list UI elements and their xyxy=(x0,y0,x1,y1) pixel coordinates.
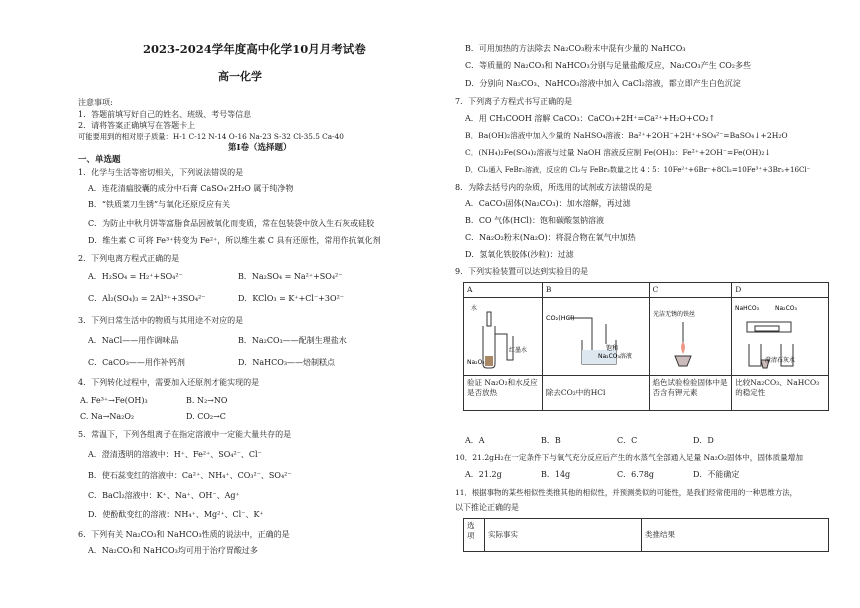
option: D．分别向 Na₂CO₃、NaHCO₃溶液中加入 CaCl₂溶液，都立即产生白色沉淀 xyxy=(465,79,741,88)
label-limewater: 澄清石灰水 xyxy=(765,357,796,364)
option: C．(NH₄)₂Fe(SO₄)₂溶液与过量 NaOH 溶液反应制 Fe(OH)₂：Fe²⁺+2OH⁻=Fe(OH)₂↓ xyxy=(465,148,771,157)
purpose-b: 除去CO₂中的HCl xyxy=(542,376,649,411)
question-2: 2．下列电离方程式正确的是 xyxy=(78,254,180,263)
question-10: 10．21.2gH₂在一定条件下与氧气充分反应后产生的水蒸气全部通入足量 Na₂O₂固体中，固体质量增加 xyxy=(455,453,803,462)
col-header: A xyxy=(464,283,543,298)
option: D．D xyxy=(693,436,714,445)
option: A．澄清透明的溶液中：H⁺、Fe²⁺、SO₄²⁻、Cl⁻ xyxy=(88,450,262,459)
question-11-cont: 以下推论正确的是 xyxy=(455,503,519,512)
notice-item: 2．请将答案正确填写在答题卡上 xyxy=(78,121,196,130)
label-iron-wire: 光洁无锈的铁丝 xyxy=(652,311,695,318)
col-header: B xyxy=(542,283,649,298)
question-8: 8．为除去括号内的杂质，所选用的试剂或方法错误的是 xyxy=(455,183,653,192)
label-na2o2: Na₂O₂ xyxy=(467,359,485,366)
apparatus-c xyxy=(649,298,732,376)
option: D．氢氧化铁胶体(沙粒)：过滤 xyxy=(465,250,574,259)
option: D．KClO₃ = K⁺+Cl⁻+3O²⁻ xyxy=(238,294,344,303)
question-3: 3．下列日常生活中的物质与其用途不对应的是 xyxy=(78,316,244,325)
option: B．Na₂CO₃——配制生理盐水 xyxy=(238,336,347,345)
question-6: 6．下列有关 Na₂CO₃和 NaHCO₃性质的说法中，正确的是 xyxy=(78,530,290,539)
question-7: 7．下列离子方程式书写正确的是 xyxy=(455,97,573,106)
exam-subtitle: 高一化学 xyxy=(218,70,262,83)
option: A．Na₂CO₃和 NaHCO₃均可用于治疗胃酸过多 xyxy=(88,546,258,555)
col-header: C xyxy=(649,283,732,298)
label-ink: 红墨水 xyxy=(509,347,528,354)
apparatus-c-figure xyxy=(653,300,725,370)
col-header: D xyxy=(732,283,829,298)
question-1: 1．化学与生活等密切相关，下列说法错误的是 xyxy=(78,168,244,177)
option: A．连花清瘟胶囊的成分中石膏 CaSO₄·2H₂O 属于纯净物 xyxy=(88,184,294,193)
atomic-masses: 可能要用到的相对原子质量：H-1 C-12 N-14 O-16 Na-23 S-32 Cl-35.5 Ca-40 xyxy=(78,132,344,141)
question-5: 5．常温下，下列各组离子在指定溶液中一定能大量共存的是 xyxy=(78,430,292,439)
col-header: 实际事实 xyxy=(485,519,642,552)
experiment-table xyxy=(463,282,829,411)
purpose-d: 比较Na₂CO₃、NaHCO₃的稳定性 xyxy=(732,376,829,411)
option: B．使石蕊变红的溶液中：Ca²⁺、NH₄⁺、CO₃²⁻、SO₄²⁻ xyxy=(88,471,292,480)
notice-item: 1．答题前填写好自己的姓名、班级、考号等信息 xyxy=(78,110,252,119)
label-nahco3: NaHCO₃ xyxy=(735,305,760,312)
apparatus-a xyxy=(464,298,543,376)
option: C．C xyxy=(617,436,638,445)
question-9: 9．下列实验装置可以达到实验目的是 xyxy=(455,267,589,276)
label-saturated: 饱和 xyxy=(605,345,618,352)
exam-title: 2023-2024学年度高中化学10月月考试卷 xyxy=(143,42,366,56)
option: D．维生素 C 可将 Fe³⁺转变为 Fe²⁺，所以维生素 C 具有还原性，常用作抗氧化剂 xyxy=(88,236,381,245)
part-heading: 第Ⅰ卷（选择题） xyxy=(228,143,292,153)
purpose-c: 焰色试验检验固体中是否含有钾元素 xyxy=(649,376,732,411)
option: D．使酚酞变红的溶液：NH₄⁺、Mg²⁺、Cl⁻、K⁺ xyxy=(88,510,264,519)
option: A．A xyxy=(465,436,485,445)
analogy-table xyxy=(463,518,829,552)
apparatus-d xyxy=(732,298,829,376)
option: A．NaCl——用作调味品 xyxy=(88,336,179,345)
section-heading: 一、单选题 xyxy=(78,155,121,165)
option: D．NaHCO₃——焙制糕点 xyxy=(238,358,336,367)
option: C．BaCl₂溶液中：K⁺、Na⁺、OH⁻、Ag⁺ xyxy=(88,491,240,500)
purpose-a: 验证 Na₂O₂和水反应是否放热 xyxy=(464,376,543,411)
col-header: 类推结果 xyxy=(642,519,829,552)
label-water: 水 xyxy=(471,305,478,312)
option: C．6.78g xyxy=(617,470,655,479)
option: B．B xyxy=(541,436,561,445)
option: C．等质量的 Na₂CO₃和 NaHCO₃分别与足量盐酸反应，Na₂CO₃产生 CO₂多些 xyxy=(465,61,751,70)
option: A．21.2g xyxy=(465,470,502,479)
question-4: 4．下列转化过程中，需要加入还原剂才能实现的是 xyxy=(78,378,260,387)
option: A．CaCO₃固体(Na₂CO₃)：加水溶解，再过滤 xyxy=(465,199,631,208)
label-na2co3-solution: Na₂CO₃溶液 xyxy=(597,353,632,360)
apparatus-b-figure xyxy=(546,300,642,370)
col-header: 选项 xyxy=(464,519,485,552)
option: C．为防止中秋月饼等富脂食品因被氧化而变质，常在包装袋中放入生石灰或硅胶 xyxy=(88,219,375,228)
apparatus-d-figure xyxy=(735,300,821,370)
apparatus-b xyxy=(542,298,649,376)
option: B．CO 气体(HCl)：饱和碳酸氢钠溶液 xyxy=(465,216,604,225)
option: C．Na₂O₂粉末(Na₂O)：将混合物在氧气中加热 xyxy=(465,233,636,242)
option: B. N₂→NO xyxy=(186,396,228,405)
option: C．Al₂(SO₄)₃ = 2Al³⁺+3SO₄²⁻ xyxy=(88,294,206,303)
label-co2-hcl: CO₂(HCl) xyxy=(545,314,575,322)
option: B．“铁质菜刀生锈”与氧化还原反应有关 xyxy=(88,200,231,209)
option: A．用 CH₃COOH 溶解 CaCO₃：CaCO₃+2H⁺=Ca²⁺+H₂O+CO₂↑ xyxy=(465,114,716,123)
option: C．CaCO₃——用作补钙剂 xyxy=(88,358,185,367)
option: A. Fe³⁺→Fe(OH)₃ xyxy=(80,396,148,405)
option: D．不能确定 xyxy=(693,470,740,479)
option: A．H₂SO₄ = H₂⁺+SO₄²⁻ xyxy=(88,272,183,281)
option: D．Cl₂通入 FeBr₂溶液，反应的 Cl₂与 FeBr₂数量之比 4∶5：10Fe²⁺+6Br⁻+8Cl₂=10Fe³⁺+3Br₂+16Cl⁻ xyxy=(465,165,811,174)
option: B．14g xyxy=(541,470,571,479)
notice-heading: 注意事项: xyxy=(78,98,113,107)
option: B．可用加热的方法除去 Na₂CO₃粉末中混有少量的 NaHCO₃ xyxy=(465,44,686,53)
label-na2co3: Na₂CO₃ xyxy=(775,305,798,312)
option: C. Na→Na₂O₂ xyxy=(80,412,135,421)
question-11: 11．根据事物的某些相似性类推其他的相似性，并预测类似的可能性，是我们经常使用的一种思维方法， xyxy=(455,488,797,497)
option: B．Na₂SO₄ = Na²⁺+SO₄²⁻ xyxy=(238,272,343,281)
option: B．Ba(OH)₂溶液中加入少量的 NaHSO₄溶液：Ba²⁺+2OH⁻+2H⁺+SO₄²⁻=BaSO₄↓+2H₂O xyxy=(465,131,788,140)
apparatus-a-figure xyxy=(467,300,537,370)
option: D. CO₂→C xyxy=(186,412,226,421)
